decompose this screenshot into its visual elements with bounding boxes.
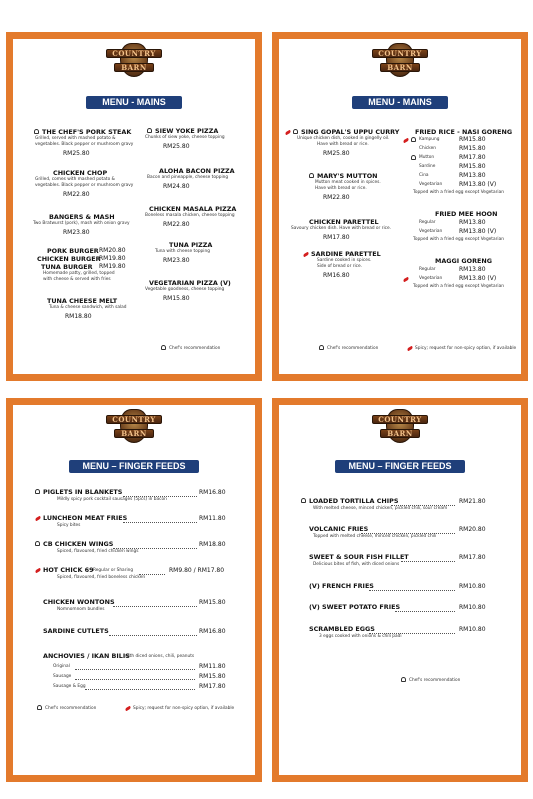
menu-item-desc: Savoury chicken dish. Have with bread or rice. <box>291 226 392 231</box>
leader-dots <box>75 679 195 680</box>
chef-recommendation-legend: Chef's recommendation <box>327 346 379 351</box>
chef-hat-icon <box>301 498 306 503</box>
menu-page-mains-1 <box>6 32 262 381</box>
menu-item-desc: Grilled, served with mashed potato & <box>35 136 116 141</box>
menu-item-desc: 3 eggs cooked with onions & chili padi <box>319 634 402 639</box>
menu-item-name: CHICKEN WONTONS <box>43 598 115 606</box>
menu-item-price: RM16.80 <box>199 628 226 635</box>
chef-recommendation-legend: Chef's recommendation <box>409 678 461 683</box>
menu-item-desc: Chunks of siew yoke, cheese topping <box>145 135 225 140</box>
menu-item-desc: Tuna with cheese topping <box>155 249 210 254</box>
menu-item-price: RM11.80 <box>199 515 226 522</box>
chef-hat-icon <box>34 129 39 134</box>
menu-page-finger-feeds-2 <box>272 398 528 782</box>
menu-item-name: (V) FRENCH FRIES <box>309 582 374 590</box>
menu-item-desc: Delicious bites of fish, with diced onions <box>313 562 400 567</box>
menu-item-name: LOADED TORTILLA CHIPS <box>309 497 399 505</box>
menu-item-price: RM24.80 <box>163 183 190 190</box>
menu-item-desc: Nomnomnom bundles <box>57 607 105 612</box>
menu-item-price: RM25.80 <box>323 150 350 157</box>
option-price: RM17.80 <box>459 154 486 161</box>
menu-item-desc: Spiced, flavoured, fried chicken wings <box>57 549 139 554</box>
option-price: RM13.80 <box>459 266 486 273</box>
menu-item-desc: Side of bread or rice. <box>317 264 363 269</box>
menu-item-name: MARY'S MUTTON <box>317 172 378 180</box>
leader-dots <box>369 590 455 591</box>
chef-hat-icon <box>147 128 152 133</box>
leader-dots <box>401 561 455 562</box>
menu-item-price: RM22.80 <box>163 221 190 228</box>
menu-item-price: RM9.80 / RM17.80 <box>169 567 225 574</box>
menu-item-desc: Topped with melted cheese, minced chicken, pickled chili <box>313 534 437 539</box>
country-barn-logo: COUNTRY BARN <box>372 41 428 81</box>
menu-item-name: SING GOPAL'S UPPU CURRY <box>301 128 400 136</box>
chef-hat-icon <box>411 137 416 142</box>
menu-item-price: RM19.80 <box>99 255 126 262</box>
menu-item-suffix: with diced onions, chili, peanuts <box>125 654 195 659</box>
option-price: RM13.80 <box>459 172 486 179</box>
leader-dots <box>123 522 197 523</box>
menu-page-finger-feeds-1 <box>6 398 262 782</box>
option-price: RM13.80 (V) <box>459 181 497 188</box>
menu-item-name: ALOHA BACON PIZZA <box>159 167 235 175</box>
menu-item-name: VEGETARIAN PIZZA (V) <box>149 279 231 287</box>
menu-item-price: RM15.80 <box>163 295 190 302</box>
chef-hat-icon <box>411 155 416 160</box>
page-title: MENU – FINGER FEEDS <box>69 460 199 473</box>
spicy-legend: Spicy; request for non-spicy option, if available <box>415 346 517 351</box>
menu-item-desc: Homemade patty, grilled, topped <box>43 271 115 276</box>
menu-item-price: RM18.80 <box>65 313 92 320</box>
menu-item-name: LUNCHEON MEAT FRIES <box>43 514 128 522</box>
option-label: Mutton <box>419 155 435 160</box>
chef-recommendation-legend: Chef's recommendation <box>169 346 221 351</box>
option-label: Original <box>53 664 70 669</box>
menu-item-name: PORK BURGER <box>47 247 99 255</box>
menu-item-price: RM17.80 <box>459 554 486 561</box>
menu-item-name: THE CHEF'S PORK STEAK <box>42 128 132 136</box>
option-label: Sausage <box>53 674 72 679</box>
option-label: Cina <box>419 173 429 178</box>
chili-pepper-icon <box>303 252 310 258</box>
option-label: Sardine <box>419 164 436 169</box>
chili-pepper-icon <box>403 277 410 283</box>
menu-item-price: RM25.80 <box>163 143 190 150</box>
menu-item-name: FRIED MEE HOON <box>435 210 498 218</box>
option-label: Sausage & Egg <box>53 684 86 689</box>
option-label: Vegetarian <box>419 229 443 234</box>
menu-item-desc: Spiced, flavoured, fried boneless chicken <box>57 575 146 580</box>
chef-hat-icon <box>401 677 406 682</box>
menu-item-desc: Mildly spicy pork cocktail sausages (5pcs) in bacon <box>57 497 167 502</box>
menu-item-name: HOT CHICK 69 <box>43 566 94 574</box>
menu-item-price: RM20.80 <box>459 526 486 533</box>
menu-item-desc: vegetables. Black pepper or mushroom gravy <box>35 142 134 147</box>
option-label: Regular <box>419 220 436 225</box>
menu-item-desc: Vegetable goodness, cheese topping <box>145 287 225 292</box>
option-price: RM11.80 <box>199 663 226 670</box>
spicy-legend: Spicy; request for non-spicy option, if available <box>133 706 235 711</box>
option-price: RM15.80 <box>459 136 486 143</box>
menu-page-mains-2 <box>272 32 528 381</box>
menu-item-name: TUNA PIZZA <box>169 241 213 249</box>
chef-hat-icon <box>35 489 40 494</box>
leader-dots <box>75 669 195 670</box>
menu-item-name: SWEET & SOUR FISH FILLET <box>309 553 409 561</box>
menu-item-name: FRIED RICE - NASI GORENG <box>415 128 513 136</box>
menu-item-price: RM10.80 <box>459 604 486 611</box>
menu-item-note: Topped with a fried egg except Vegetarian <box>413 190 504 195</box>
menu-item-price: RM18.80 <box>199 541 226 548</box>
chili-pepper-icon <box>35 516 42 522</box>
menu-item-desc: Grilled, comes with mashed potato & <box>35 177 115 182</box>
chili-pepper-icon <box>407 346 414 352</box>
menu-item-note: Topped with a fried egg except Vegetarian <box>413 237 504 242</box>
menu-item-desc: Two Bratwurst (pork), mash with onion gravy <box>33 221 130 226</box>
menu-item-price: RM20.80 <box>99 247 126 254</box>
chili-pepper-icon <box>285 130 292 136</box>
menu-item-desc: Unique chicken dish, cooked in gingelly oil. <box>297 136 390 141</box>
menu-item-price: RM15.80 <box>199 599 226 606</box>
option-label: Kampung <box>419 137 440 142</box>
menu-item-price: RM10.80 <box>459 626 486 633</box>
option-price: RM15.80 <box>459 163 486 170</box>
chef-hat-icon <box>319 345 324 350</box>
option-price: RM15.80 <box>459 145 486 152</box>
menu-item-desc: Bacon and pineapple, cheese topping <box>147 175 229 180</box>
country-barn-logo: COUNTRY BARN <box>372 407 428 447</box>
menu-item-name: CHICKEN BURGER <box>37 255 101 263</box>
leader-dots <box>85 689 195 690</box>
chili-pepper-icon <box>125 706 132 712</box>
option-price: RM13.80 (V) <box>459 228 497 235</box>
menu-item-name: VOLCANIC FRIES <box>309 525 369 533</box>
menu-item-desc: with cheese & served with fries <box>43 277 111 282</box>
menu-item-price: RM22.80 <box>63 191 90 198</box>
menu-item-name: CB CHICKEN WINGS <box>43 540 114 548</box>
menu-item-name: (V) SWEET POTATO FRIES <box>309 603 401 611</box>
option-price: RM13.80 (V) <box>459 275 497 282</box>
menu-item-note: Topped with a fried egg except Vegetarian <box>413 284 504 289</box>
menu-item-name: TUNA CHEESE MELT <box>47 297 118 305</box>
menu-item-suffix: Regular or Sharing <box>93 568 134 573</box>
menu-item-desc: vegetables. Black pepper or mushroom gravy <box>35 183 134 188</box>
menu-item-name: CHICKEN CHOP <box>53 169 108 177</box>
menu-item-price: RM23.80 <box>163 257 190 264</box>
option-label: Regular <box>419 267 436 272</box>
country-barn-logo: COUNTRY BARN <box>106 407 162 447</box>
option-price: RM17.80 <box>199 683 226 690</box>
menu-item-price: RM16.80 <box>199 489 226 496</box>
menu-item-name: SARDINE CUTLETS <box>43 627 109 635</box>
chef-recommendation-legend: Chef's recommendation <box>45 706 97 711</box>
page-title: MENU - MAINS <box>86 96 182 109</box>
menu-item-price: RM10.80 <box>459 583 486 590</box>
menu-item-desc: Have with bread or rice. <box>315 186 367 191</box>
option-label: Vegetarian <box>419 276 443 281</box>
menu-item-price: RM22.80 <box>323 194 350 201</box>
menu-item-desc: With melted cheese, minced chicken, pickled chili, sour cream <box>313 506 448 511</box>
menu-item-name: BANGERS & MASH <box>49 213 115 221</box>
menu-item-desc: Mutton meat cooked in spices. <box>315 180 381 185</box>
menu-item-price: RM16.80 <box>323 272 350 279</box>
menu-item-price: RM21.80 <box>459 498 486 505</box>
country-barn-logo: COUNTRY BARN <box>106 41 162 81</box>
menu-item-desc: Have with bread or rice. <box>317 142 369 147</box>
menu-item-name: SCRAMBLED EGGS <box>309 625 375 633</box>
option-price: RM13.80 <box>459 219 486 226</box>
menu-item-name: CHICKEN PARETTEL <box>309 218 379 226</box>
option-price: RM15.80 <box>199 673 226 680</box>
option-label: Chicken <box>419 146 436 151</box>
menu-item-desc: Boneless masala chicken, cheese topping <box>145 213 235 218</box>
menu-item-name: ANCHOVIES / IKAN BILIS <box>43 652 130 660</box>
option-label: Vegetarian <box>419 182 443 187</box>
leader-dots <box>109 635 197 636</box>
leader-dots <box>395 611 455 612</box>
chili-pepper-icon <box>35 568 42 574</box>
chef-hat-icon <box>37 705 42 710</box>
menu-item-price: RM19.80 <box>99 263 126 270</box>
menu-item-price: RM23.80 <box>63 229 90 236</box>
menu-item-name: SARDINE PARETTEL <box>311 250 381 258</box>
menu-item-desc: Spicy bites <box>57 523 81 528</box>
chef-hat-icon <box>309 173 314 178</box>
menu-item-desc: Sardine cooked in spices. <box>317 258 372 263</box>
menu-item-name: TUNA BURGER <box>41 263 93 271</box>
chef-hat-icon <box>161 345 166 350</box>
menu-item-name: CHICKEN MASALA PIZZA <box>149 205 237 213</box>
chef-hat-icon <box>293 129 298 134</box>
page-title: MENU - MAINS <box>352 96 448 109</box>
leader-dots <box>113 606 197 607</box>
menu-item-name: MAGGI GORENG <box>435 257 492 265</box>
menu-item-name: SIEW YOKE PIZZA <box>155 127 219 135</box>
chili-pepper-icon <box>403 138 410 144</box>
menu-item-name: PIGLETS IN BLANKETS <box>43 488 123 496</box>
menu-item-desc: Tuna & cheese sandwich, with salad <box>49 305 127 310</box>
page-title: MENU – FINGER FEEDS <box>335 460 465 473</box>
menu-item-price: RM17.80 <box>323 234 350 241</box>
menu-item-price: RM25.80 <box>63 150 90 157</box>
chef-hat-icon <box>35 541 40 546</box>
